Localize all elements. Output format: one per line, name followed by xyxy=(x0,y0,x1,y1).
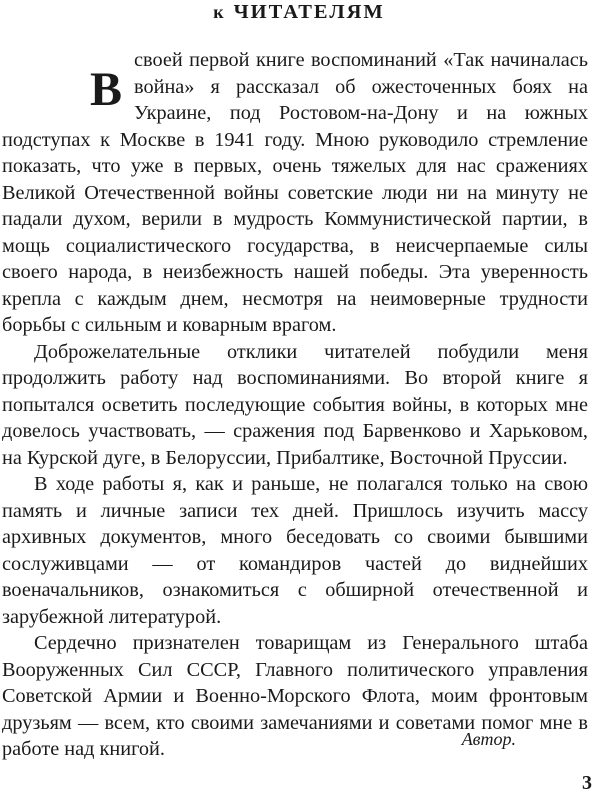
author-signature: Автор. xyxy=(461,729,516,749)
drop-cap-letter: В xyxy=(90,63,123,116)
body-text xyxy=(2,47,588,763)
page-number: 3 xyxy=(582,772,592,794)
paragraph-1 xyxy=(2,47,588,339)
heading-prefix: к xyxy=(213,2,224,22)
paragraph-2: Доброжелательные отклики читателей побудили меня продолжить работу над воспоминаниями. Во второй книге я попытался осветить последующие события войны, в которых мне довелось участвовать, — сражения под Барвенково и Харьковом, на Курской дуге, в Белоруссии, Прибалтике, Восточной Пруссии. xyxy=(2,340,588,469)
chapter-heading xyxy=(0,0,598,24)
heading-title: ЧИТАТЕЛЯМ xyxy=(233,1,385,23)
paragraph-1-text: своей первой книге воспоминаний «Так начиналась война» я рассказал об ожесточенных боях на Украине, под Ростовом-на-Дону и на южных подступах к Москве в 1941 году. Мною руководило стремление показать, что уже в первых, очень тяжелых для нас сражениях Великой Отечественной войны советские люди ни на минуту не падали духом, верили в мудрость Коммунистической партии, в мощь социалистического государства, в неисчерпаемые силы своего народа, в неизбежность нашей победы. Эта уверенность крепла с каждым днем, несмотря на неимоверные трудности борьбы с сильным и коварным врагом. xyxy=(2,49,588,336)
paragraph-3: В ходе работы я, как и раньше, не полагался только на свою память и личные записи тех дней. Пришлось изучить массу архивных документов, много беседовать со своими бывшими сослуживцами — от командиров частей до виднейших военачальников, ознакомиться с обширной отечественной и зарубежной литературой. xyxy=(2,473,588,628)
paragraph-4: Сердечно признателен товарищам из Генерального штаба Вооруженных Сил СССР, Главного политического управления Советской Армии и Военно-Морского Флота, моим фронтовым друзьям — всем, кто своими замечаниями и советами помог мне в работе над книгой. xyxy=(2,632,588,760)
